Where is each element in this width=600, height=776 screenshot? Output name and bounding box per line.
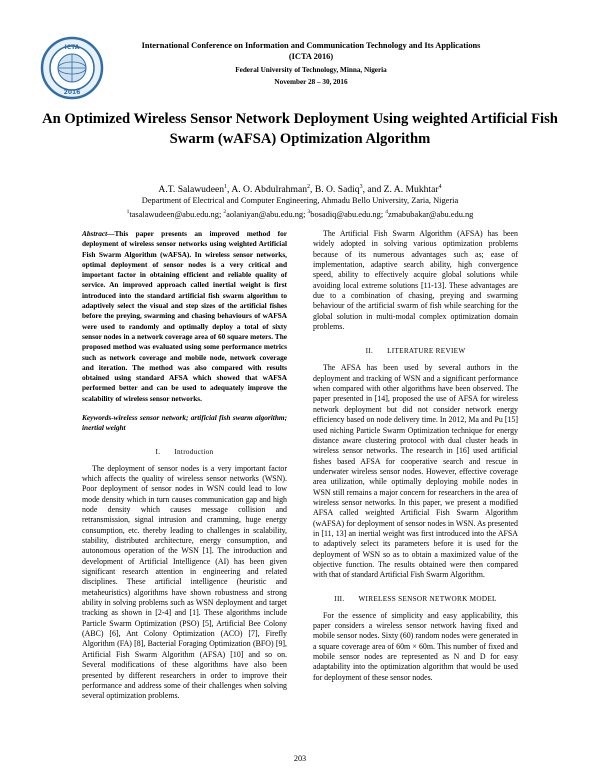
author-name: B. O. Sadiq: [314, 184, 360, 196]
abstract-text: —This paper presents an improved method for deployment of wireless sensor networks using weighted Artificial Fish Swarm Algorithm (wAFSA). In wireless sensor networks, optimal deployment of sensor nodes is a very critical and important factor in obtaining efficient and reliable quality of service. An improved approach called inertial weight is first introduced into the standard artificial fish swarm algorithm to adaptively select the visual and step sizes of the artificial fishes before the preying, swarming and chasing behaviours of wAFSA were used to randomly and optimally deploy a total of sixty sensor nodes in a network coverage area of 60 square meters. The proposed method was evaluated using some performance metrics such as network coverage and mobile node, network coverage and iteration. The method was also compared with results obtained using standard AFSA which showed that wAFSA performed better and can be used to adequately improve the scalability of wireless sensor networks.: [82, 229, 287, 403]
keywords: Keywords-wireless sensor network; artificial fish swarm algorithm; inertial weight: [82, 413, 287, 433]
conference-header: [112, 40, 510, 87]
conference-seal-icon: [40, 36, 104, 100]
email-link[interactable]: aolaniyan@abu.edu.ng: [226, 209, 304, 219]
author-name: A.T. Salawudeen: [158, 184, 225, 196]
conference-abbr: (ICTA 2016): [288, 52, 334, 61]
svg-text:2016: 2016: [63, 89, 81, 96]
paper-title: An Optimized Wireless Sensor Network Deployment Using weighted Artificial Fish Swarm (wAFSA) Optimization Algorithm: [42, 111, 558, 147]
abstract: [82, 229, 287, 404]
email-link[interactable]: bosadiq@abu.edu.ng: [310, 209, 381, 219]
right-column: [313, 229, 518, 683]
author-mark: 3: [359, 184, 363, 190]
abstract-lead: Abstract: [82, 229, 108, 238]
conference-dates: November 28 – 30, 2016: [274, 78, 348, 86]
author-mark: 4: [438, 184, 442, 190]
intro-paragraph: The deployment of sensor nodes is a very important factor which affects the quality of wireless sensor networks (WSN). Poor deployment of sensor nodes in WSN could lead to low mode density which in turn causes communication gap and high node density which causes message collision and retransmission, signal intrusion and cramming, huge energy consumption, etc. thereby leading to challenges in scalability, stability, distributed architecture, energy consumption, and autonomous operation of the WSN [1]. The introduction and development of Artificial Intelligence (AI) has been given significant research attention in engineering and related disciplines. These artificial intelligence (heuristic and metaheuristics) algorithms have shown robustness and strong ability in solving problems such as WSN deployment and target tracking as shown in [2-4] and [1]. These algorithms include Particle Swarm Optimization (PSO) [5], Artificial Bee Colony (ABC) [6], Ant Colony Optimization (ACO) [7], Firefly Algorithm (FA) [8], Bacterial Foraging Optimization (BFO) [9], Artificial Fish Swarm Algorithm (AFSA) [10] and so on. Several modifications of these algorithms have also been presented by different researchers in order to improve their performance and address some of their challenges when solving several optimization problems.: [82, 463, 287, 701]
section-heading-literature-review: II. LITERATURE REVIEW: [365, 347, 466, 356]
conference-venue: Federal University of Technology, Minna, Nigeria: [235, 66, 387, 74]
left-column: [82, 229, 287, 702]
conference-name: International Conference on Information and Communication Technology and Its Applications: [141, 41, 481, 50]
model-paragraph: For the essence of simplicity and easy applicability, this paper considers a wireless sensor network having fixed and mobile sensor nodes. Sixty (60) random nodes were generated in a square coverage area of 60m × 60m. This number of fixed and mobile sensor nodes are represented as N and D for easy adaptability into the optimization algorithm that would be used for deployment of these sensor nodes.: [313, 610, 518, 682]
conference-logo: [40, 36, 104, 100]
author-name: A. O. Abdulrahman: [231, 184, 308, 196]
author-mark: 1: [224, 184, 228, 190]
literature-paragraph: The AFSA has been used by several authors in the deployment and tracking of WSN and a significant performance when compared with other algorithms have been observed. The paper presented in [14], proposed the use of AFSA for wireless network deployment but did not consider network energy efficiency based on node delivery time. In 2012, Ma and Pu [15] used niching Particle Swarm Optimization technique for energy distance aware clustering protocol with dual cluster heads in wireless sensor networks. The research in [16] used artificial fishes based AFSA for cooperative search and rescue in underwater wireless sensor nodes. However, effective coverage area utilization, while optimally deploying mobile nodes in WSN still remains a major concern for researchers in the area of wireless sensor networks. In this paper, we present a modified AFSA called weighted Artificial Fish Swarm Algorithm (wAFSA) for deployment of sensor nodes in WSN. As presented in [11, 13] an inertial weight was first introduced into the AFSA to adaptively select its parameters before it is used for the deployment of WSN so as to obtain a maximized value of the objective function. The results obtained were then compared with that of standard Artificial Fish Swarm Algorithm.: [313, 363, 518, 580]
page-number: 203: [293, 754, 307, 763]
email-link[interactable]: tasalawudeen@abu.edu.ng: [129, 209, 219, 219]
author-name: Z. A. Mukhtar: [383, 184, 439, 196]
section-heading-network-model: III. WIRELESS SENSOR NETWORK MODEL: [334, 594, 497, 603]
svg-text:ICTA: ICTA: [64, 44, 80, 51]
email-link[interactable]: zmabubakar@abu.edu.ng: [387, 209, 474, 219]
email-list: $^1$tasalawudeen@abu.edu.ng; $^2$aolaniyan@abu.edu.ng; $^3$bosadiq@abu.edu.ng; $^4$zmabubakar@abu.edu.ng: [126, 209, 474, 219]
affiliation: Department of Electrical and Computer Engineering, Ahmadu Bello University, Zaria, Nigeria: [141, 196, 459, 205]
author-mark: 2: [307, 184, 311, 190]
intro-continued-paragraph: The Artificial Fish Swarm Algorithm (AFSA) has been widely adopted in solving various optimization problems because of its numerous advantages such as; ease of implementation, adaptive search ability, high convergence speed, ability to effectively acquire global solutions while avoiding local extreme solutions [11-13]. These advantages are due to a combination of chasing, preying and swarming behaviour of the artificial swarm of fish while searching for the global solution in multi-modal complex optimization domain problems.: [313, 229, 518, 332]
author-list: A.T. Salawudeen$^1$, A. O. Abdulrahman$^2$, B. O. Sadiq$^3$, and Z. A. Mukhtar$^4$: [158, 184, 442, 196]
section-heading-introduction: I. Introduction: [155, 447, 214, 456]
